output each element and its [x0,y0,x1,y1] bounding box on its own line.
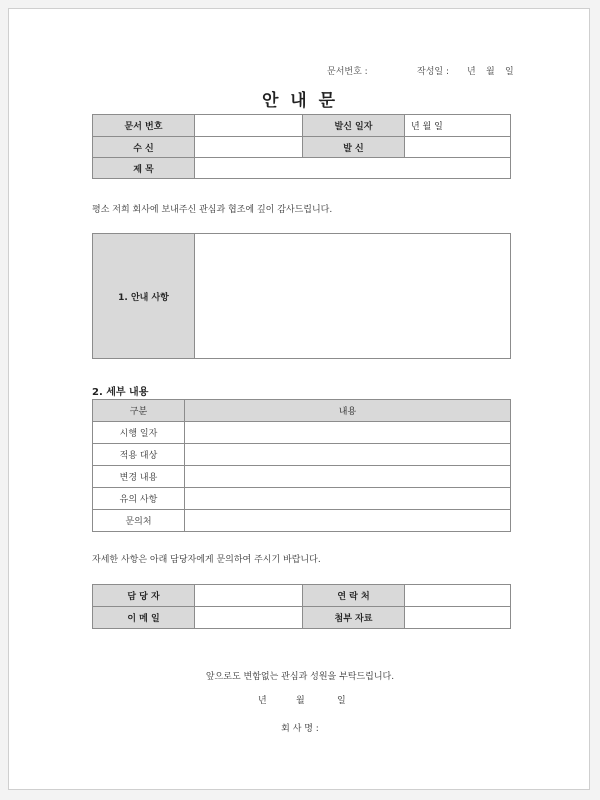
subject-header: 제 목 [93,158,195,179]
recipient-header: 수 신 [93,137,195,158]
row-content[interactable] [185,466,511,488]
email-value[interactable] [195,607,303,629]
notice-header: 1. 안내 사항 [93,234,195,359]
table-row [93,488,511,510]
notice-content[interactable] [195,234,511,359]
row-content[interactable] [185,510,511,532]
email-header: 이 메 일 [93,607,195,629]
doc-number-label: 문서번호 : [327,67,368,77]
footer-year: 년 [258,696,267,706]
written-date-label: 작성일 : [417,67,449,77]
document-title: 안 내 문 [261,91,339,111]
footer-month: 월 [296,696,305,706]
table-row [93,510,511,532]
doc-number-header: 문서 번호 [93,115,195,137]
row-content[interactable] [185,422,511,444]
phone-header: 연 락 처 [303,585,405,607]
category-column-header: 구분 [93,400,185,422]
row-category: 유의 사항 [93,488,185,510]
notice-table [92,233,511,359]
sender-value[interactable] [405,137,511,158]
doc-number-value[interactable] [195,115,303,137]
row-category: 시행 일자 [93,422,185,444]
send-date-value[interactable]: 년 월 일 [405,115,511,137]
footer-day: 일 [337,696,346,706]
row-category: 적용 대상 [93,444,185,466]
row-category: 변경 내용 [93,466,185,488]
row-content[interactable] [185,444,511,466]
table-row [93,444,511,466]
attachment-value[interactable] [405,607,511,629]
row-category: 문의처 [93,510,185,532]
table-row [93,466,511,488]
recipient-value[interactable] [195,137,303,158]
sender-header: 발 신 [303,137,405,158]
info-table [92,114,511,179]
contact-note: 자세한 사항은 아래 담당자에게 문의하여 주시기 바랍니다. [92,555,321,565]
header-month: 월 [486,67,495,77]
subject-value[interactable] [195,158,511,179]
send-date-header: 발신 일자 [303,115,405,137]
row-content[interactable] [185,488,511,510]
phone-value[interactable] [405,585,511,607]
details-table [92,399,511,532]
closing-text: 앞으로도 변함없는 관심과 성원을 부탁드립니다. [205,672,395,682]
attachment-header: 첨부 자료 [303,607,405,629]
document-page [8,8,590,790]
company-name-label: 회 사 명 : [281,724,319,734]
header-day: 일 [505,67,514,77]
manager-header: 담 당 자 [93,585,195,607]
table-row [93,422,511,444]
contact-table [92,584,511,629]
header-year: 년 [467,67,476,77]
details-section-title: 2. 세부 내용 [92,387,149,398]
content-column-header: 내용 [185,400,511,422]
manager-value[interactable] [195,585,303,607]
greeting-text: 평소 저희 회사에 보내주신 관심과 협조에 깊이 감사드립니다. [92,205,333,215]
